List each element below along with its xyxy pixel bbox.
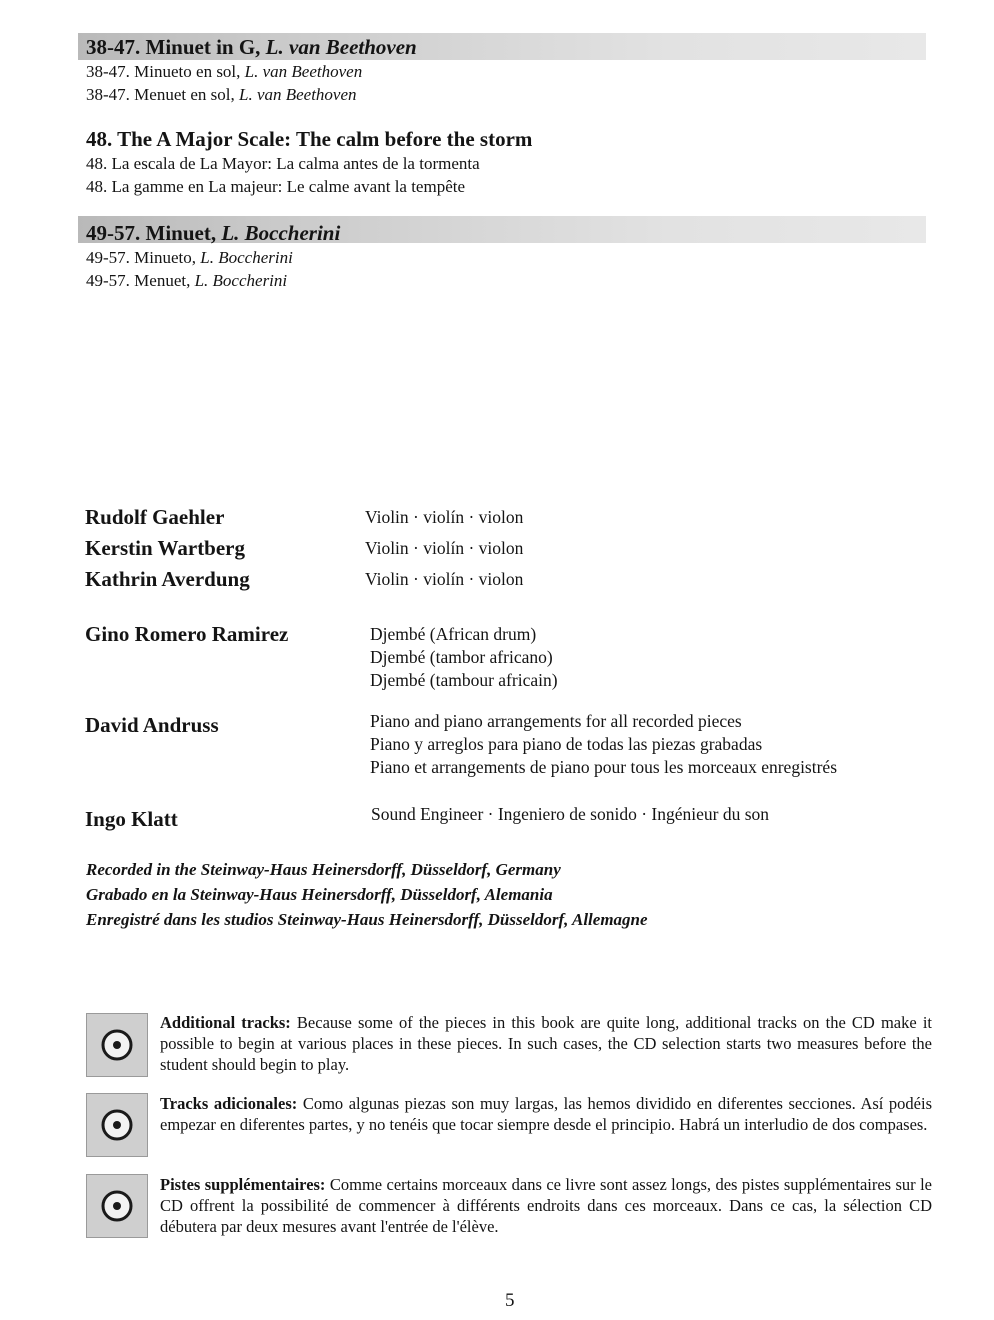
- recording-line-fr: Enregistré dans les studios Steinway-Haus Heinersdorff, Düsseldorf, Allemagne: [86, 910, 648, 929]
- credit-name: Kerstin Wartberg: [85, 536, 246, 560]
- credit-name: Gino Romero Ramirez: [85, 622, 289, 646]
- section-subline-fr: [86, 269, 287, 292]
- credit-role: Violin · violín · violon: [365, 569, 524, 589]
- note-title: Tracks adicionales:: [160, 1094, 298, 1113]
- note-tracks-adicionales: [160, 1093, 932, 1135]
- subline-composer: L. van Beethoven: [238, 85, 357, 104]
- section-subline-es: [86, 60, 362, 83]
- credit-role: Piano et arrangements de piano pour tous les morceaux enregistrés: [370, 757, 838, 777]
- heading-title: 38-47. Minuet in G,: [86, 35, 266, 59]
- credit-role: Piano and piano arrangements for all recorded pieces: [370, 711, 742, 731]
- note-pistes-supplementaires: [160, 1174, 932, 1237]
- subline-composer: L. Boccherini: [194, 271, 288, 290]
- credit-role: Piano y arreglos para piano de todas las piezas grabadas: [370, 734, 763, 754]
- credit-role: Djembé (tambour africain): [370, 670, 558, 690]
- note-additional-tracks: [160, 1012, 932, 1075]
- cd-track-icon: [86, 1174, 148, 1238]
- note-title: Pistes supplémentaires:: [160, 1175, 326, 1194]
- subline-composer: L. Boccherini: [200, 248, 293, 267]
- credit-name: Rudolf Gaehler: [85, 505, 225, 529]
- credit-name: David Andruss: [85, 713, 219, 737]
- note-title: Additional tracks:: [160, 1013, 291, 1032]
- subline-text: 38-47. Minueto en sol,: [86, 62, 245, 81]
- credit-name: Kathrin Averdung: [85, 567, 250, 591]
- credit-role: Violin · violín · violon: [365, 507, 524, 527]
- note-text: Because some of the pieces in this book are quite long, additional tracks on the CD make it possible to begin at various places in these pieces. In such cases, the CD selection starts two measures before the student should begin to play.: [160, 1013, 932, 1074]
- cd-track-icon: [86, 1093, 148, 1157]
- section-heading-a-major-scale: 48. The A Major Scale: The calm before the storm: [86, 127, 533, 151]
- heading-composer: L. Boccherini: [221, 221, 341, 245]
- page-number: 5: [505, 1290, 515, 1311]
- credit-role: Violin · violín · violon: [365, 538, 524, 558]
- section-subline-fr: [86, 83, 357, 106]
- heading-composer: L. van Beethoven: [265, 35, 417, 59]
- section-subline-es: 48. La escala de La Mayor: La calma antes de la tormenta: [86, 154, 480, 173]
- section-heading-minuet-g: [86, 35, 417, 60]
- note-text: Comme certains morceaux dans ce livre sont assez longs, des pistes supplémentaires sur le CD offrent la possibilité de commencer à différents endroits dans ces morceaux. Dans ce cas, la sélection CD débutera par deux mesures avant l'entrée de l'élève.: [160, 1175, 932, 1236]
- section-subline-es: [86, 246, 293, 269]
- recording-line-en: Recorded in the Steinway-Haus Heinersdorff, Düsseldorf, Germany: [86, 860, 561, 879]
- credit-role: Djembé (tambor africano): [370, 647, 553, 667]
- subline-composer: L. van Beethoven: [244, 62, 363, 81]
- credit-role: Djembé (African drum): [370, 624, 537, 644]
- subline-text: 49-57. Minueto,: [86, 248, 201, 267]
- heading-title: 49-57. Minuet,: [86, 221, 222, 245]
- credit-role: Sound Engineer · Ingeniero de sonido · Ingénieur du son: [371, 804, 770, 824]
- subline-text: 49-57. Menuet,: [86, 271, 195, 290]
- section-heading-minuet-boccherini: [86, 221, 340, 246]
- section-subline-fr: 48. La gamme en La majeur: Le calme avant la tempête: [86, 177, 466, 196]
- recording-line-es: Grabado en la Steinway-Haus Heinersdorff, Düsseldorf, Alemania: [86, 885, 553, 904]
- cd-track-icon: [86, 1013, 148, 1077]
- subline-text: 38-47. Menuet en sol,: [86, 85, 239, 104]
- note-text: Como algunas piezas son muy largas, las hemos dividido en diferentes secciones. Así podéis empezar en diferentes partes, y no tenéis que tocar siempre desde el principio. Habrá un interludio de dos compases.: [160, 1094, 932, 1134]
- credit-name: Ingo Klatt: [85, 807, 178, 831]
